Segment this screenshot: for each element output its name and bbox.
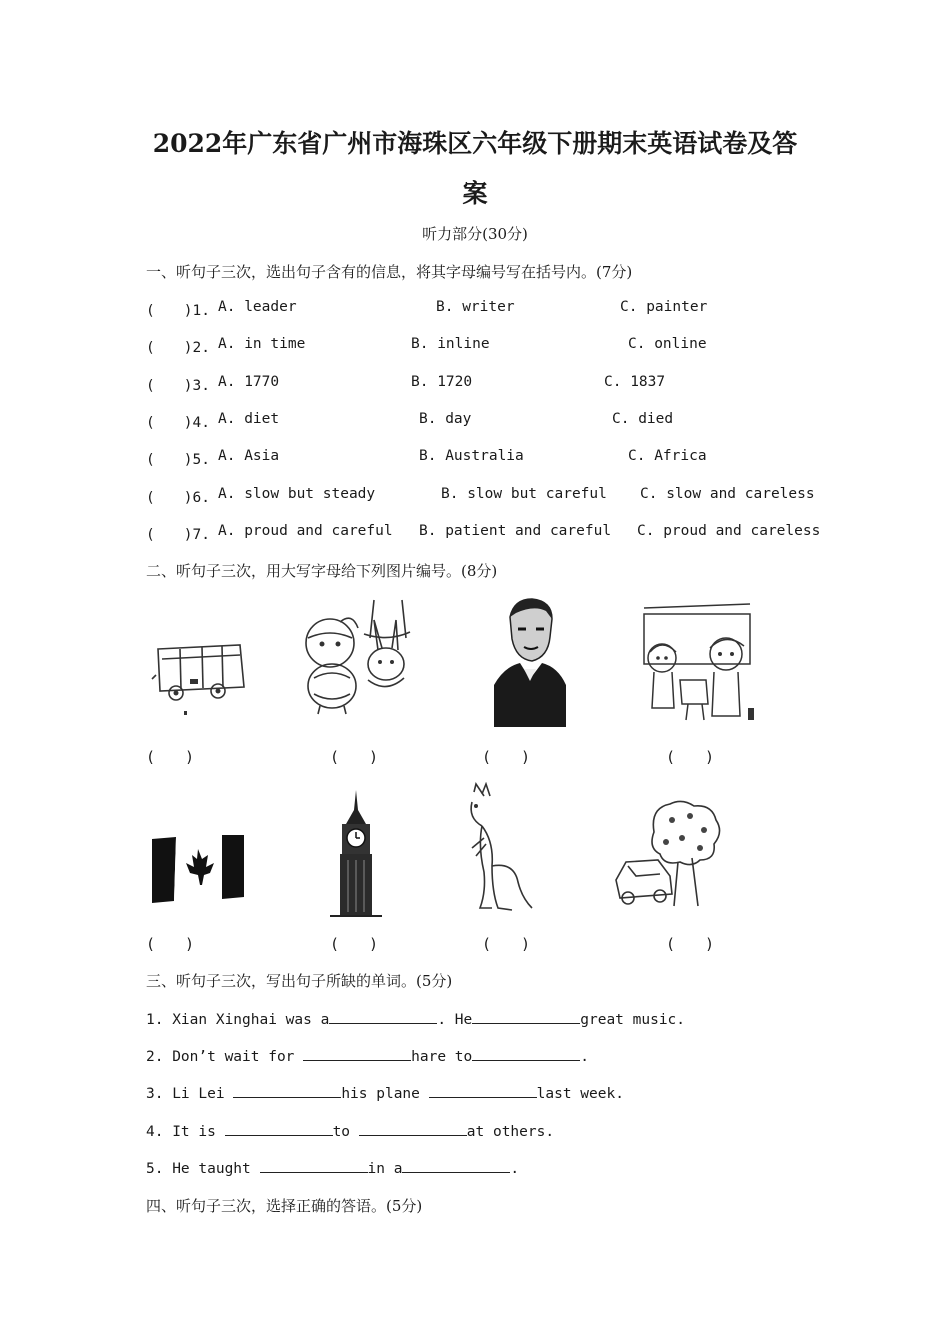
bus-picture <box>150 635 250 725</box>
answer-paren[interactable]: ( ) <box>666 935 715 953</box>
portrait-picture <box>494 597 566 727</box>
option-b: B. day <box>419 411 472 427</box>
section4-heading: 四、听句子三次，选择正确的答语。(5分) <box>146 1197 423 1215</box>
option-c: C. 1837 <box>604 374 666 390</box>
option-b: B. slow but careful <box>441 486 607 502</box>
item-text: . <box>580 1049 589 1065</box>
option-a: A. in time <box>218 336 306 352</box>
answer-paren[interactable]: ( ) <box>146 935 195 953</box>
big-ben-picture <box>330 790 382 918</box>
blank-line[interactable] <box>260 1158 368 1173</box>
item-text: his plane <box>341 1086 429 1102</box>
option-c: C. painter <box>620 299 708 315</box>
answer-paren[interactable]: ( ) <box>330 935 379 953</box>
blank-line[interactable] <box>233 1083 341 1098</box>
document-title-line1: 2022年广东省广州市海珠区六年级下册期末英语试卷及答 <box>152 129 798 158</box>
option-a: A. Asia <box>218 448 280 464</box>
question-number: ( )3. <box>146 378 210 394</box>
fill-blank-item <box>146 1046 589 1065</box>
blank-line[interactable] <box>472 1046 580 1061</box>
blank-line[interactable] <box>359 1121 467 1136</box>
section2-heading: 二、听句子三次，用大写字母给下列图片编号。(8分) <box>146 562 498 580</box>
fill-blank-item <box>146 1158 519 1177</box>
option-a: A. leader <box>218 299 297 315</box>
answer-paren[interactable]: ( ) <box>330 748 379 766</box>
item-text: in a <box>367 1161 403 1177</box>
listening-subtitle: 听力部分(30分) <box>422 225 528 243</box>
blank-line[interactable] <box>429 1083 537 1098</box>
option-b: B. Australia <box>419 448 524 464</box>
question-number: ( )1. <box>146 303 210 319</box>
option-a: A. diet <box>218 411 280 427</box>
kangaroo-picture <box>462 782 534 914</box>
option-a: A. proud and careful <box>218 523 393 539</box>
option-a: A. slow but steady <box>218 486 376 502</box>
item-text: . <box>510 1161 520 1177</box>
item-text: 5. He taught <box>146 1161 260 1177</box>
section3-heading: 三、听句子三次，写出句子所缺的单词。(5分) <box>146 972 453 990</box>
canada-flag-picture <box>150 833 246 905</box>
classroom-picture <box>640 598 758 728</box>
item-text: 3. Li Lei <box>146 1086 234 1102</box>
item-text: 2. Don’t wait for <box>146 1049 304 1065</box>
item-text: 4. It is <box>146 1124 225 1140</box>
item-text: at others. <box>466 1124 555 1140</box>
answer-paren[interactable]: ( ) <box>146 748 195 766</box>
fill-blank-item <box>146 1009 685 1028</box>
option-c: C. died <box>612 411 674 427</box>
question-number: ( )4. <box>146 415 210 431</box>
question-number: ( )6. <box>146 490 210 506</box>
option-b: B. patient and careful <box>419 523 612 539</box>
blank-line[interactable] <box>402 1158 510 1173</box>
blank-line[interactable] <box>225 1121 333 1136</box>
fill-blank-item <box>146 1083 624 1102</box>
question-number: ( )7. <box>146 527 210 543</box>
item-text: last week. <box>536 1086 624 1102</box>
question-number: ( )5. <box>146 452 210 468</box>
option-c: C. proud and careless <box>637 523 821 539</box>
answer-paren[interactable]: ( ) <box>482 748 531 766</box>
car-and-tree-picture <box>612 798 724 910</box>
question-number: ( )2. <box>146 340 210 356</box>
item-text: 1. Xian Xinghai was a <box>146 1012 330 1028</box>
answer-paren[interactable]: ( ) <box>482 935 531 953</box>
item-text: great music. <box>580 1012 686 1028</box>
document-title-line2: 案 <box>462 179 488 208</box>
item-text: to <box>332 1124 359 1140</box>
option-b: B. inline <box>411 336 490 352</box>
fill-blank-item <box>146 1121 554 1140</box>
option-b: B. writer <box>436 299 515 315</box>
blank-line[interactable] <box>329 1009 437 1024</box>
item-text: . He <box>437 1012 473 1028</box>
item-text: hare to <box>411 1049 473 1065</box>
option-c: C. Africa <box>628 448 707 464</box>
blank-line[interactable] <box>303 1046 411 1061</box>
option-a: A. 1770 <box>218 374 280 390</box>
option-c: C. slow and careless <box>640 486 815 502</box>
blank-line[interactable] <box>472 1009 580 1024</box>
option-b: B. 1720 <box>411 374 473 390</box>
option-c: C. online <box>628 336 707 352</box>
section1-heading: 一、听句子三次，选出句子含有的信息，将其字母编号写在括号内。(7分) <box>146 263 633 281</box>
turtle-and-rabbit-picture <box>300 598 412 716</box>
answer-paren[interactable]: ( ) <box>666 748 715 766</box>
